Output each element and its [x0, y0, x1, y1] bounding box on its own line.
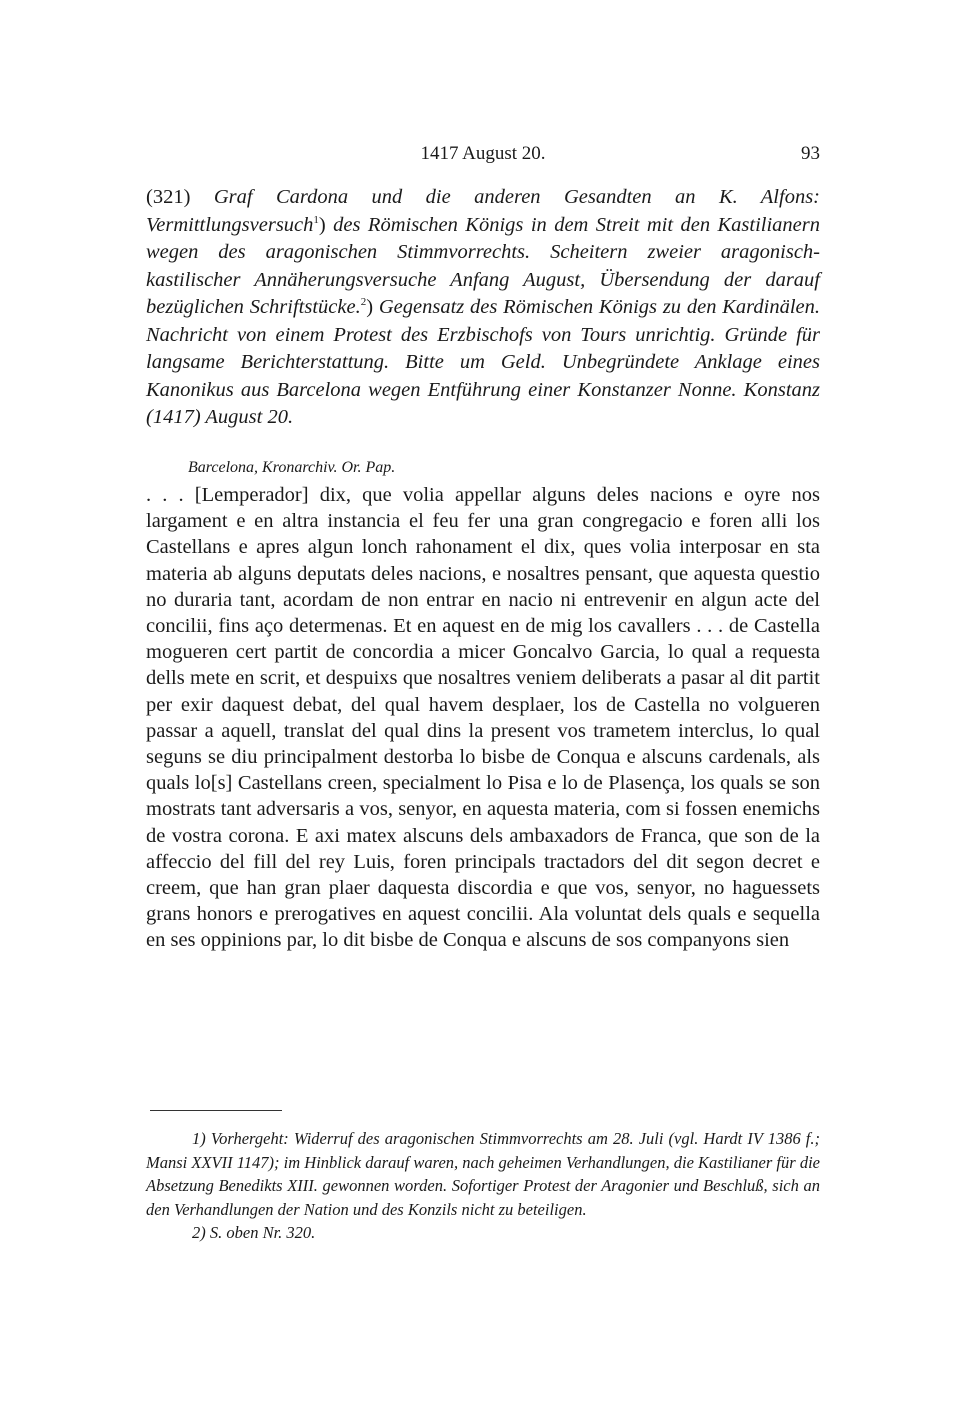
footnote-1: [146, 1127, 820, 1221]
body-paragraph: . . . [Lemperador] dix, que volia appellar alguns deles nacions e oyre nos largament e en altra instancia el feu fer una gran congregacio e foren alli los Castellans e apres algun lonch rahonament el dix, ques volia interposar en sta materia ab alguns deputats deles nacions, e nosaltres pensant, que aquesta questio no duraria tant, acordam de non entrar en nacio ni entrevenir en algun acte del concilii, fins aço determenas. Et en aquest en de mig los cavallers . . . de Castella mogueren cert partit de concordia a micer Goncalvo Garcia, lo qual a requesta dells mete en scrit, et despuixs que nosaltres veniem deliberats a pasar al dit partit per exir daquest debat, del qual havem desplaer, los de Castella no volgueren passar a aquell, translat del qual dins la present vos trametem interclus, lo qual seguns se diu principalment destorba lo bisbe de Conqua e alscuns cardenals, als quals lo[s] Castellans creen, specialment lo Pisa e lo de Plasença, los quals se son mostrats tant adversaris a vos, senyor, en aquesta materia, com si fossen enemichs de vostra corona. E axi matex alscuns dels ambaxadors de Franca, que son de la affeccio del fill del rey Luis, foren principals tractadors del dit segon decret e creem, que han gran plaer daquesta discordia e que vos, senyor, no haguessets grans honors e prerogatives en aquest concilii. Ala voluntat dels quals e sequella en ses oppinions par, lo dit bisbe de Conqua e alscuns de sos companyons sien: [146, 484, 820, 952]
footnote-2-mark: 2): [192, 1223, 206, 1242]
footnote-1-mark: 1): [192, 1129, 206, 1148]
footnote-ref-2[interactable]: 2: [360, 296, 367, 309]
page-number: 93: [801, 143, 820, 164]
letter-body: [146, 482, 820, 954]
source-citation: Barcelona, Kronarchiv. Or. Pap.: [188, 459, 396, 476]
regest-summary: (321) Graf Cardona und die anderen Gesandten an K. Alfons: Vermittlungsversuch$^1$) des Römischen Königs in dem Streit mit den Kastilianern wegen des aragonischen Stimmvorrechts. Scheitern zweier aragonisch-kastilischer Annäherungsversuche Anfang August, Übersendung der darauf bezüglichen Schriftstücke.$^2$) Gegensatz des Römischen Königs zu den Kardinälen. Nachricht von einem Protest des Erzbischofs von Tours unrichtig. Gründe für langsame Berichterstattung. Bitte um Geld. Unbegründete Anklage eines Kanonikus aus Barcelona wegen Entführung einer Konstanzer Nonne. Konstanz (1417) August 20.: [146, 186, 821, 428]
running-header: [146, 143, 820, 173]
footnote-2-text: S. oben Nr. 320.: [209, 1223, 316, 1242]
regest-text-part-2: des Römischen Königs in dem Streit mit den Kastilianern wegen des aragonischen Stimmvorrechts. Scheitern zweier aragonisch-kastilischer Annäherungsversuche Anfang August, Übersendung der darauf bezüglichen Schriftstücke.: [146, 213, 821, 318]
header-title: 1417 August 20.: [420, 143, 546, 164]
footnote-1-text: Vorhergeht: Widerruf des aragonischen Stimmvorrechts am 28. Juli (vgl. Hardt IV 1386 f.; Mansi XXVII 1147); im Hinblick darauf waren, nach geheimen Verhandlungen, die Kastilianer für die Absetzung Benedikts XIII. gewonnen worden. Sofortiger Protest der Aragonier und Beschluß, sich an den Verhandlungen der Nation und des Konzils nicht zu beteiligen.: [146, 1129, 821, 1219]
footnote-ref-1[interactable]: 1: [313, 213, 319, 226]
regest-text-part-1: Graf Cardona und die anderen Gesandten an K. Alfons: Vermittlungsversuch: [146, 186, 821, 236]
footnote-divider: [150, 1110, 282, 1111]
document-number: (321): [146, 186, 191, 208]
footnotes: [146, 1127, 820, 1245]
footnote-2: [146, 1221, 820, 1245]
regest-text-part-3: Gegensatz des Römischen Königs zu den Kardinälen. Nachricht von einem Protest des Erzbischofs von Tours unrichtig. Gründe für langsame Berichterstattung. Bitte um Geld. Unbegründete Anklage eines Kanonikus aus Barcelona wegen Entführung einer Konstanzer Nonne. Konstanz (1417) August 20.: [146, 296, 820, 428]
